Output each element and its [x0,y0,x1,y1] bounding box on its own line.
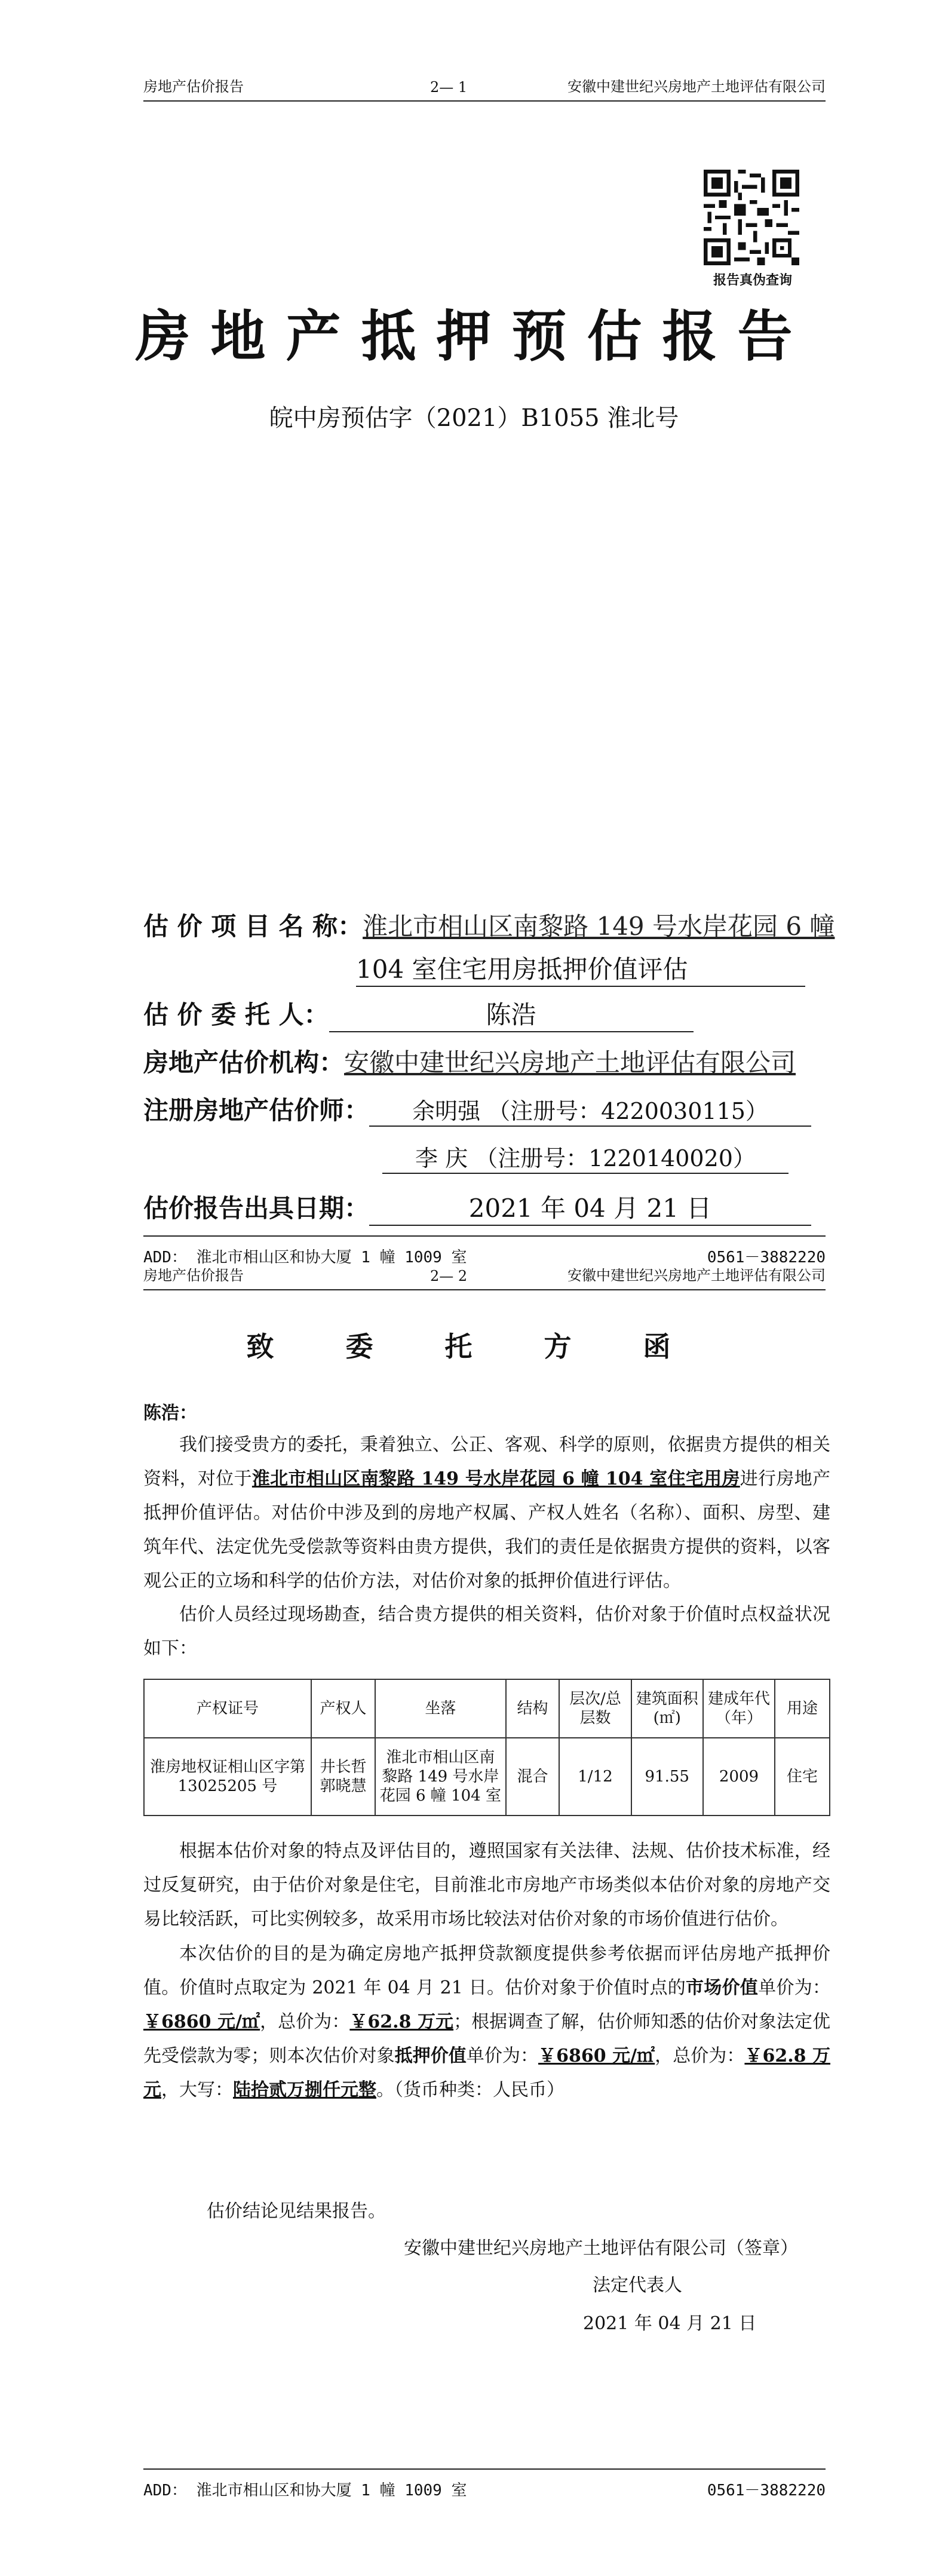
p4-text: ，总价为： [655,2046,745,2066]
salutation: 陈浩： [143,1403,197,1424]
table-cell: 1/12 [559,1738,631,1816]
table-header-cell: 建成年代（年） [703,1679,775,1738]
appraiser-2: 李 庆 （注册号：1220140020） [382,1140,789,1174]
p1-text-rest: 进行房地产抵押价值评估。对估价中涉及到的房地产权属、产权人姓名（名称）、面积、房型、建筑年代、法定优先受偿款等资料由贵方提供，我们的责任是依据贵方提供的资料，以客观公正的立场和科学的估价方法，对估价对象的抵押价值进行评估。 [143,1468,830,1591]
paragraph-4 [143,1937,830,2107]
agency-row [143,1043,796,1079]
table-header-cell: 坐落 [375,1679,506,1738]
p1-text: 我们接受贵方的委托，秉着独立、公正、客观、科学的原则，依据贵方提供的相关资料，对位于 [143,1434,830,1489]
signature-date: 2021 年 04 月 21 日 [583,2313,757,2334]
p1-property-address: 淮北市相山区南黎路 149 号水岸花园 6 幢 104 室住宅用房 [251,1468,740,1489]
mortgage-value-label: 抵押价值 [394,2046,467,2066]
header-company: 安徽中建世纪兴房地产土地评估有限公司 [567,78,826,95]
appraiser-row-1 [143,1091,811,1127]
agency-label: 房地产估价机构： [143,1048,345,1077]
footer-phone: 0561－3882220 [707,1249,826,1266]
table-cell: 淮房地权证相山区字第 13025205 号 [144,1738,311,1816]
table-cell: 混合 [506,1738,560,1816]
amount-in-words: 陆拾贰万捌仟元整 [233,2080,376,2100]
table-header-cell: 产权人 [311,1679,375,1738]
market-total-price: ￥62.8 万元 [349,2011,454,2032]
table-header-cell: 建筑面积(㎡) [631,1679,703,1738]
p4-text: 单价为： [758,1977,830,1998]
project-name-row-2 [356,950,805,987]
signature-company: 安徽中建世纪兴房地产土地评估有限公司（签章） [404,2238,798,2259]
document-number: 皖中房预估字（2021）B1055 淮北号 [269,404,679,432]
report-title: 房地产抵押预估报告 [135,304,813,369]
paragraph-1 [143,1428,830,1598]
report-date-row [143,1189,811,1226]
table-cell: 91.55 [631,1738,703,1816]
conclusion-note: 估价结论见结果报告。 [207,2201,386,2222]
qr-code-icon[interactable] [704,170,799,265]
page-2 [0,1265,948,2576]
footer-address: ADD： 淮北市相山区和协大厦 1 幢 1009 室 [143,1249,467,1266]
project-name-value: 淮北市相山区南黎路 149 号水岸花园 6 幢 [363,912,835,941]
table-row [144,1738,830,1816]
table-cell: 井长哲 郭晓慧 [311,1738,375,1816]
project-name-value-2: 104 室住宅用房抵押价值评估 [356,950,805,987]
report-date-label: 估价报告出具日期： [143,1194,370,1223]
table-header-cell: 用途 [775,1679,830,1738]
market-value-label: 市场价值 [686,1977,759,1998]
header-left: 房地产估价报告 [143,78,244,95]
paragraph-2: 估价人员经过现场勘查，结合贵方提供的相关资料，估价对象于价值时点权益状况如下： [143,1604,830,1659]
table-header-cell: 结构 [506,1679,560,1738]
header-left: 房地产估价报告 [143,1267,244,1284]
property-table [143,1679,830,1816]
p4-text: 本次估价的目的是为确定房地产抵押贷款额度提供参考依据而评估房地产抵押价值。价值时点取定为 2021 年 04 月 21 日。估价对象于价值时点的 [143,1943,830,1998]
agency-value: 安徽中建世纪兴房地产土地评估有限公司 [344,1048,796,1077]
table-cell: 住宅 [775,1738,830,1816]
table-cell: 淮北市相山区南黎路 149 号水岸花园 6 幢 104 室 [375,1738,506,1816]
p4-text: 。（货币种类：人民币） [376,2080,564,2100]
appraiser-row-2 [382,1140,789,1174]
page-footer [143,2468,826,2502]
table-header-row [144,1679,830,1738]
mortgage-unit-price: ￥6860 元/㎡ [538,2046,655,2066]
page-1 [0,0,948,1265]
paragraph-3: 根据本估价对象的特点及评估目的，遵照国家有关法律、法规、估价技术标准，经过反复研究，由于估价对象是住宅，目前淮北市房地产市场类似本估价对象的房地产交易比较活跃，可比实例较多，故采用市场比较法对估价对象的市场价值进行估价。 [143,1841,830,1930]
table-header-cell: 产权证号 [144,1679,311,1738]
market-unit-price: ￥6860 元/㎡ [143,2011,260,2032]
page-header [143,1263,826,1290]
header-company: 安徽中建世纪兴房地产土地评估有限公司 [567,1267,826,1284]
appraiser-label: 注册房地产估价师： [143,1096,370,1125]
signature-rep: 法定代表人 [593,2275,682,2296]
header-page-number: 2— 2 [430,1268,468,1284]
header-page-number: 2— 1 [430,79,468,96]
client-row [143,995,694,1032]
mortgage-total-price: ￥62.8 万元 [143,2046,831,2100]
footer-address: ADD： 淮北市相山区和协大厦 1 幢 1009 室 [143,2482,467,2500]
appraiser-1: 余明强 （注册号：4220030115） [369,1093,811,1127]
letter-title: 致 委 托 方 函 [246,1330,702,1363]
table-cell: 2009 [703,1738,775,1816]
page-header [143,74,826,102]
p4-text: ，总价为： [260,2011,350,2032]
project-name-label: 估 价 项 目 名 称： [143,912,363,941]
project-name-row [143,907,835,943]
p4-text: ；根据调查了解，估价师知悉的估价对象法定优先受偿款为零；则本次估价对象 [143,2011,831,2066]
client-label: 估 价 委 托 人： [143,1000,329,1029]
p4-text: 单价为： [466,2046,539,2066]
table-header-cell: 层次/总层数 [559,1679,631,1738]
p4-text: ，大写： [161,2080,233,2100]
report-date-value: 2021 年 04 月 21 日 [369,1189,811,1226]
footer-phone: 0561－3882220 [707,2482,826,2500]
client-value: 陈浩 [329,995,694,1032]
qr-caption: 报告真伪查询 [713,273,792,288]
